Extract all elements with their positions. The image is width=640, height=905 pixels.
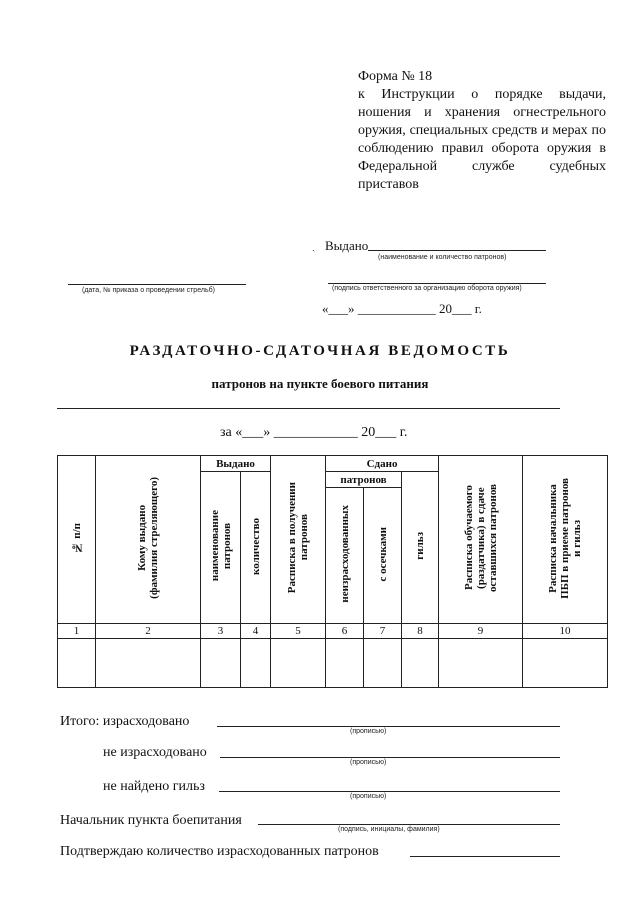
table-cell[interactable] xyxy=(326,639,364,688)
header-shells: гильз xyxy=(402,472,439,624)
header-cartridge-name: наименование патронов xyxy=(201,472,241,624)
order-caption: (дата, № приказа о проведении стрельб) xyxy=(82,287,215,294)
form-number: Форма № 18 xyxy=(358,69,433,84)
header-misfire: с осечками xyxy=(364,488,402,624)
issued-date: «___» ____________ 20___ г. xyxy=(322,301,482,316)
check-mark: ˎ xyxy=(312,241,316,252)
header-returned: Сдано xyxy=(326,456,439,472)
col-number: 8 xyxy=(402,624,439,639)
table-cell[interactable] xyxy=(96,639,201,688)
page-title: РАЗДАТОЧНО-СДАТОЧНАЯ ВЕДОМОСТЬ xyxy=(129,343,511,359)
in-words-caption: (прописью) xyxy=(350,793,387,800)
header-cartridges: патронов xyxy=(326,472,402,488)
table-cell[interactable] xyxy=(201,639,241,688)
chief-caption: (подпись, инициалы, фамилия) xyxy=(338,826,440,833)
not-spent-line[interactable] xyxy=(220,757,560,758)
header-chief-receipt: Расписка начальника ПБП в приеме патронов и гильз xyxy=(523,456,608,624)
table-cell[interactable] xyxy=(402,639,439,688)
no-shells-label: не найдено гильз xyxy=(103,779,205,794)
total-spent-label: Итого: израсходовано xyxy=(60,714,190,729)
page-subtitle: патронов на пункте боевого питания xyxy=(211,376,429,391)
chief-signature-line[interactable] xyxy=(258,824,560,825)
subtitle-line xyxy=(57,408,560,409)
total-spent-line[interactable] xyxy=(217,726,560,727)
issued-line[interactable] xyxy=(368,250,546,251)
chief-label: Начальник пункта боепитания xyxy=(60,813,242,828)
table-row xyxy=(58,639,608,688)
period-line: за «___» ____________ 20___ г. xyxy=(220,425,408,440)
form-reference-text: к Инструкции о порядке выдачи, ношения и хранения огнестрельного оружия, специальных средств и мерах по соблюдению правил оборота оружия в Федеральной службе судебных приставов xyxy=(358,87,606,192)
col-number: 10 xyxy=(523,624,608,639)
col-number: 4 xyxy=(241,624,271,639)
confirm-line[interactable] xyxy=(410,856,560,857)
order-line[interactable] xyxy=(68,284,246,285)
issued-caption: (наименование и количество патронов) xyxy=(378,254,507,261)
header-issued: Выдано xyxy=(201,456,271,472)
form-reference xyxy=(358,68,606,194)
header-trainee-receipt: Расписка обучаемого (раздатчика) в сдаче оставшихся патронов xyxy=(439,456,523,624)
col-number: 1 xyxy=(58,624,96,639)
table-cell[interactable] xyxy=(439,639,523,688)
signature-caption: (подпись ответственного за организацию оборота оружия) xyxy=(332,285,522,292)
table-cell[interactable] xyxy=(271,639,326,688)
confirm-label: Подтверждаю количество израсходованных патронов xyxy=(60,844,379,859)
col-number: 3 xyxy=(201,624,241,639)
in-words-caption: (прописью) xyxy=(350,759,387,766)
header-receipt: Расписка в получении патронов xyxy=(271,456,326,624)
col-number: 6 xyxy=(326,624,364,639)
col-number: 7 xyxy=(364,624,402,639)
header-to-whom: Кому выдано (фамилия стреляющего) xyxy=(96,456,201,624)
signature-line[interactable] xyxy=(328,283,546,284)
not-spent-label: не израсходовано xyxy=(103,745,207,760)
table-cell[interactable] xyxy=(523,639,608,688)
table-cell[interactable] xyxy=(364,639,402,688)
table-cell[interactable] xyxy=(241,639,271,688)
in-words-caption: (прописью) xyxy=(350,728,387,735)
col-number: 9 xyxy=(439,624,523,639)
col-number: 5 xyxy=(271,624,326,639)
header-quantity: количество xyxy=(241,472,271,624)
header-num: № п/п xyxy=(58,456,96,624)
column-numbers-row xyxy=(58,624,608,639)
distribution-table xyxy=(57,455,608,688)
col-number: 2 xyxy=(96,624,201,639)
issued-label: Выдано xyxy=(325,238,369,253)
header-unspent: неизрасходованных xyxy=(326,488,364,624)
no-shells-line[interactable] xyxy=(219,791,560,792)
table-cell[interactable] xyxy=(58,639,96,688)
